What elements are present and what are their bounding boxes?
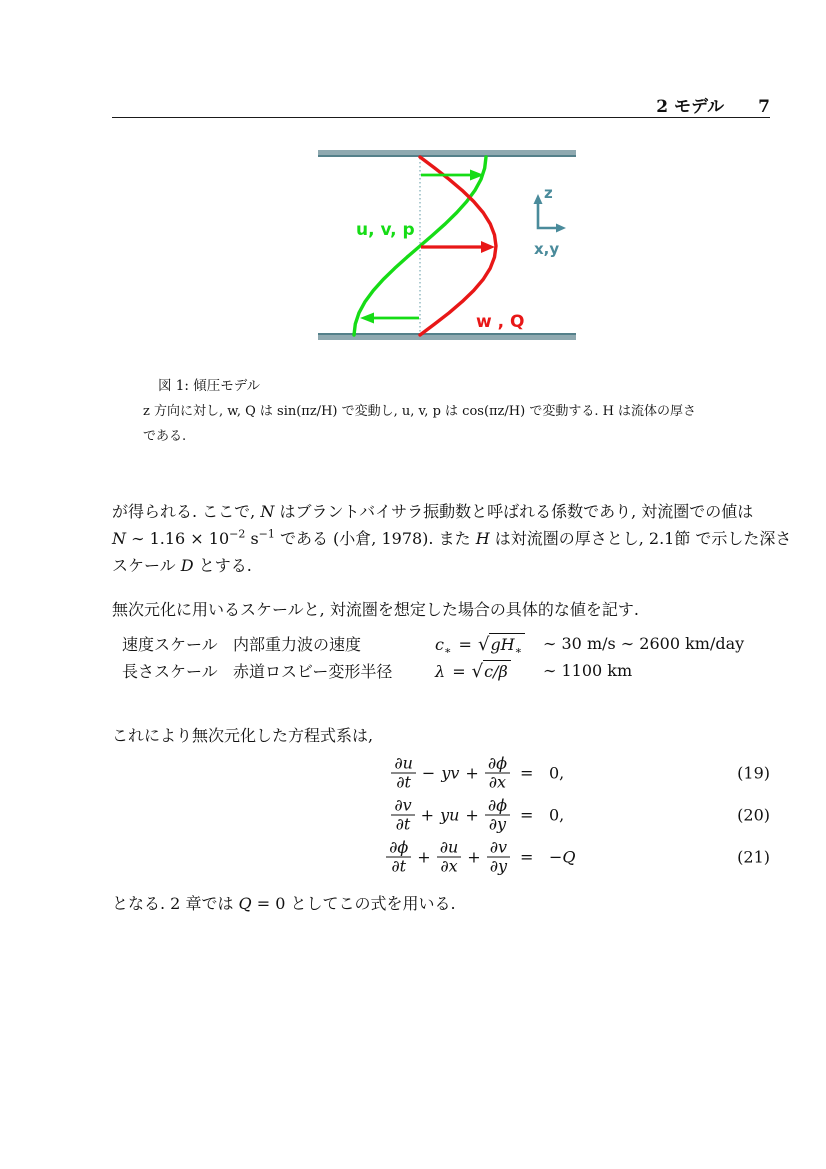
- figure-caption-line2: である.: [143, 429, 187, 444]
- header-rule: [112, 117, 770, 118]
- var-N: N: [112, 529, 126, 548]
- red-mid-arrowhead-icon: [481, 241, 495, 253]
- fraction: $\frac{\partial\phi}{\partial t}$: [386, 839, 411, 876]
- sqrt-expression: √ c/β: [472, 660, 511, 681]
- fraction: $\frac{\partial\phi}{\partial y}$: [485, 797, 510, 834]
- figure-caption-title: 図 1: 傾圧モデル: [158, 378, 261, 394]
- scale-name: 速度スケール: [122, 635, 218, 654]
- equation-number: (21): [737, 847, 770, 867]
- paragraph-2: 無次元化に用いるスケールと, 対流圏を想定した場合の具体的な値を記す.: [112, 600, 639, 619]
- table-row: [122, 657, 744, 684]
- equation-rhs: −Q: [549, 847, 576, 867]
- term: yv: [441, 763, 460, 783]
- table-row: [122, 630, 744, 657]
- fraction: $\frac{\partial v}{\partial t}$: [391, 797, 414, 834]
- radical-icon: √: [471, 661, 484, 682]
- xy-axis-label: x,y: [534, 240, 560, 258]
- equation-number: (20): [737, 805, 770, 825]
- equation-21: $\frac{\partial\phi}{\partial t}$ + $\frac{\partial u}{\partial x}$ + $\frac{\partial v}{\partial y}$ = −Q (21): [112, 836, 770, 878]
- var-Q: Q: [238, 894, 252, 913]
- equals-sign: =: [520, 763, 534, 783]
- green-bottom-arrowhead-icon: [360, 313, 374, 324]
- var-H: H: [475, 529, 490, 548]
- page-header: [656, 92, 770, 117]
- equation-20: $\frac{\partial v}{\partial t}$ + yu + $\frac{\partial\phi}{\partial y}$ = 0, (20): [112, 794, 770, 836]
- scales-table: [122, 630, 744, 684]
- z-axis-arrowhead-icon: [534, 194, 543, 204]
- exponent: −1: [258, 527, 275, 541]
- scale-description: 赤道ロスビー変形半径: [233, 662, 393, 681]
- figure-caption-line1: z 方向に対し, w, Q は sin(πz/H) で変動し, u, v, p は cos(πz/H) で変動する. H は流体の厚さ: [143, 404, 697, 419]
- var-N: N: [260, 502, 275, 521]
- scale-description: 内部重力波の速度: [233, 635, 362, 654]
- scale-name: 長さスケール: [122, 662, 218, 681]
- fraction: $\frac{\partial u}{\partial x}$: [437, 839, 462, 876]
- fraction: $\frac{\partial v}{\partial y}$: [487, 839, 510, 876]
- scale-formula: λ = √ c/β: [435, 660, 543, 681]
- var-D: D: [180, 556, 194, 575]
- baroclinic-model-figure: [318, 150, 576, 340]
- bottom-boundary-bar: [318, 335, 576, 340]
- sqrt-expression: √ $gH_∗$: [478, 633, 525, 654]
- page-number: 7: [758, 97, 770, 117]
- uvp-label: u, v, p: [356, 220, 415, 240]
- xy-axis-arrowhead-icon: [556, 224, 566, 233]
- scale-formula: $c_∗$ = √ $gH_∗$: [435, 633, 543, 654]
- fraction: $\frac{\partial u}{\partial t}$: [391, 755, 416, 792]
- paragraph-1-line-3: スケール D とする.: [112, 556, 252, 575]
- equation-number: (19): [737, 763, 770, 783]
- paragraph-1-line-1: が得られる. ここで, N はブラントバイサラ振動数と呼ばれる係数であり, 対流圏での値は: [112, 502, 754, 521]
- equation-rhs: 0,: [549, 763, 565, 783]
- paragraph-1-line-2: N ∼ $1.16 \times 10^{-2}$ $s^{-1}$ である (小倉, 1978). また H は対流圏の厚さとし, 2.1節 で示した深さ: [112, 527, 792, 548]
- radical-icon: √: [477, 634, 490, 655]
- paragraph-1: [112, 498, 792, 579]
- scale-value: ∼ 30 m/s ∼ 2600 km/day: [543, 634, 745, 653]
- equation-block: [112, 752, 770, 878]
- section-title: 2 モデル: [656, 97, 725, 117]
- axes-lines: [538, 202, 558, 228]
- top-boundary-bar: [318, 150, 576, 155]
- paragraph-4: となる. 2 章では Q = 0 としてこの式を用いる.: [112, 894, 456, 913]
- equals-sign: =: [520, 805, 534, 825]
- scale-value: ∼ 1100 km: [543, 661, 633, 680]
- equals-sign: =: [520, 847, 534, 867]
- term: yu: [440, 805, 460, 825]
- wq-label: w , Q: [476, 312, 525, 332]
- equation-rhs: 0,: [549, 805, 565, 825]
- fraction: $\frac{\partial\phi}{\partial x}$: [485, 755, 510, 792]
- top-boundary-edge: [318, 155, 576, 157]
- exponent: −2: [229, 527, 246, 541]
- paragraph-3: これにより無次元化した方程式系は,: [112, 726, 374, 745]
- bottom-boundary-edge: [318, 333, 576, 335]
- figure-caption: [143, 374, 753, 449]
- equation-19: $\frac{\partial u}{\partial t}$ − yv + $\frac{\partial\phi}{\partial x}$ = 0, (19): [112, 752, 770, 794]
- z-axis-label: z: [544, 184, 553, 202]
